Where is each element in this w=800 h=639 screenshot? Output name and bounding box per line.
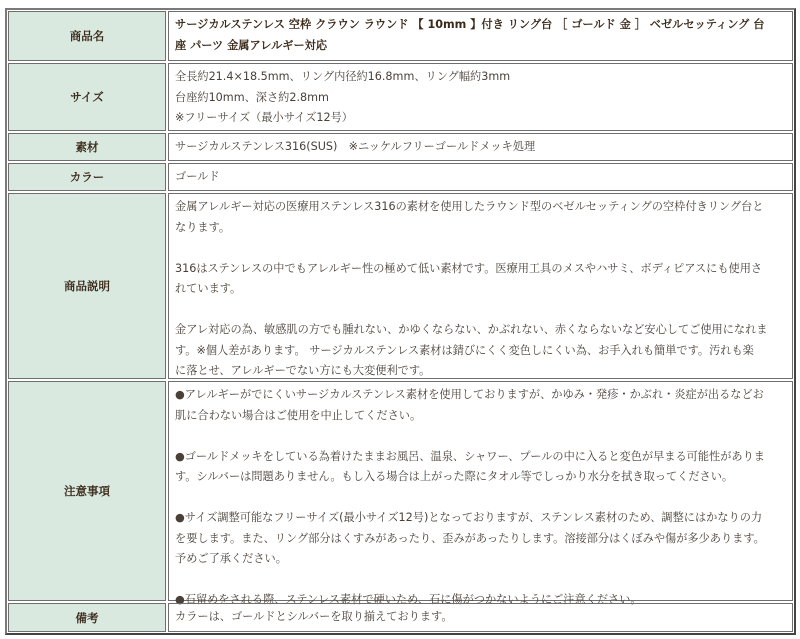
value-notes [168, 381, 793, 606]
text-line: ●石留めをされる際、ステンレス素材で硬いため、石に傷がつかないようにご注意ください。 [175, 593, 642, 606]
value-description [168, 193, 793, 379]
label-description: 商品説明 [8, 193, 166, 379]
label-notes: 注意事項 [8, 381, 166, 601]
row-size [8, 63, 793, 131]
text-line: ●ゴールドメッキをしている為着けたままお風呂、温泉、シャワー、プールの中に入ると変色が早まる可能性がありま [175, 449, 765, 463]
text-line: 316はステンレスの中でもアレルギー性の極めて低い素材です。医療用工具のメスやハサミ、ボディピアスにも使用さ [175, 261, 763, 275]
text-line: 肌に合わない場合はご使用を中止してください。 [175, 408, 422, 422]
text-line: ●サイズ調整可能なフリーサイズ(最小サイズ12号)となっておりますが、ステンレス素材のため、調整にはかなりの力 [175, 511, 763, 524]
row-remarks [8, 603, 793, 632]
text-line: に落とせ、アレルギーでない方にも大変便利です。 [175, 364, 431, 377]
label-size: サイズ [8, 63, 166, 131]
label-remarks: 備考 [8, 603, 166, 632]
value-color [168, 163, 793, 191]
text-line: なります。 [175, 220, 231, 234]
text-line: す。シルバーは問題ありません。もし入る場合は上がった際にタオル等でしっかり水分を拭き取ってください。 [175, 470, 734, 483]
row-color [8, 163, 793, 191]
text-line: カラーは、ゴールドとシルバーを取り揃えております。 [175, 610, 453, 624]
value-product-name [168, 11, 793, 61]
text-line: す。※個人差があります。 サージカルステンレス素材は錆びにくく変色しにくい為、お手入れも簡単です。汚れも楽 [175, 343, 754, 357]
text-line: ゴールド [175, 169, 220, 183]
product-spec-table [5, 8, 796, 635]
text-line: サージカルステンレス316(SUS) ※ニッケルフリーゴールドメッキ処理 [175, 139, 536, 153]
text-line: サージカルステンレス 空枠 クラウン ラウンド 【 10mm 】付き リング台 ［ ゴールド 金 ］ ベゼルセッティング 台 [175, 18, 765, 31]
value-remarks [168, 603, 793, 632]
row-notes [8, 381, 793, 606]
text-line: を要します。また、リング部分はくすみがあったり、歪みがあったりします。溶接部分はくぼみや傷が多少あります。 [175, 531, 765, 545]
label-material: 素材 [8, 133, 166, 161]
text-line: 金属アレルギー対応の医療用ステンレス316の素材を使用したラウンド型のベゼルセッティングの空枠付きリング台と [175, 200, 764, 213]
text-line: 全長約21.4×18.5mm、リング内径約16.8mm、リング幅約3mm [175, 70, 511, 83]
text-line: 座 パーツ 金属アレルギー対応 [175, 38, 328, 52]
text-line: ●アレルギーがでにくいサージカルステンレス素材を使用しておりますが、かゆみ・発疹・かぶれ・炎症が出るなどお [175, 388, 764, 401]
text-line: 金アレ対応の為、敏感肌の方でも腫れない、かゆくならない、かぶれない、赤くならないなど安心してご使用になれま [175, 323, 768, 336]
value-material [168, 133, 793, 161]
label-color: カラー [8, 163, 166, 191]
text-line: ※フリーサイズ（最小サイズ12号） [175, 111, 353, 124]
row-product-name [8, 11, 793, 61]
label-product-name: 商品名 [8, 11, 166, 61]
text-line: 予めご了承ください。 [175, 552, 287, 565]
text-line: れています。 [175, 282, 242, 295]
text-line: 台座約10mm、深さ約2.8mm [175, 90, 329, 104]
row-description [8, 193, 793, 379]
value-size [168, 63, 793, 131]
row-material [8, 133, 793, 161]
